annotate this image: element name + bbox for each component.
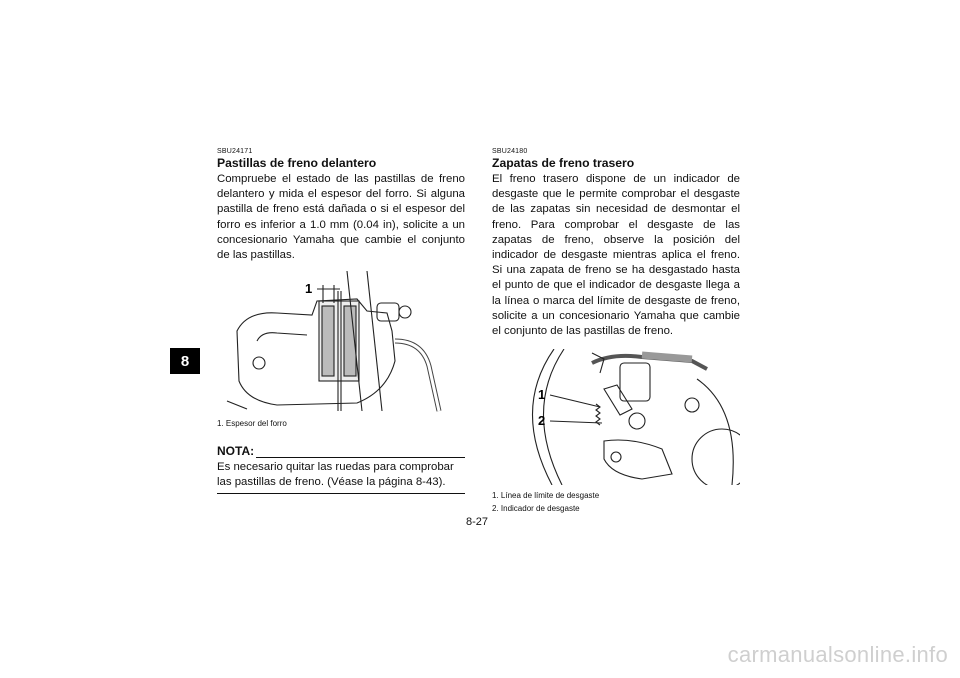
section-code: SBU24171 <box>217 148 253 155</box>
section-body: El freno trasero dispone de un indicador de desgaste que le permite comprobar el desgaste de las zapatas sin necesidad de desmontar el freno. Para comprobar el desgaste de las zapatas de freno, observe la posición del indicador de desgaste mientras aplica el freno. Si una zapata de freno se ha desgastado hasta el punto de que el indicador de desgaste llega a la línea o marca del límite de desgaste de freno, solicite a un concesionario Yamaha que cambie el conjunto de las pastillas de freno. <box>492 173 740 338</box>
note-end-rule <box>217 493 465 494</box>
section-code: SBU24180 <box>492 148 528 155</box>
figure-captions <box>492 489 740 515</box>
note-box <box>217 444 465 494</box>
watermark[interactable]: carmanualsonline.info <box>727 642 948 667</box>
section-heading: Zapatas de freno trasero <box>492 156 635 170</box>
figure-callout-2: 2 <box>538 413 546 429</box>
rear-brake-indicator-illustration <box>492 349 740 485</box>
rear-brake-figure <box>492 349 740 485</box>
figure-caption: 1. Espesor del forro <box>217 419 287 429</box>
front-brake-figure <box>217 271 465 413</box>
section-rear-brake-shoes <box>492 148 740 515</box>
front-brake-caliper-illustration <box>217 271 465 413</box>
page-number: 8-27 <box>466 516 489 528</box>
figure-caption-2: 2. Indicador de desgaste <box>492 504 580 514</box>
note-text: Es necesario quitar las ruedas para comprobar las pastillas de freno. (Véase la página 8-43). <box>217 461 454 489</box>
note-rule <box>256 447 465 458</box>
section-heading: Pastillas de freno delantero <box>217 156 377 170</box>
figure-caption-1: 1. Línea de límite de desgaste <box>492 491 600 501</box>
section-front-brake-pads <box>217 148 465 494</box>
section-body: Compruebe el estado de las pastillas de freno delantero y mida el espesor del forro. Si alguna pastilla de freno está dañada o si el espesor del forro es inferior a 1.0 mm (0.04 in), solicite a un concesionario Yamaha que cambie el conjunto de las pastillas. <box>217 173 465 262</box>
chapter-tab: 8 <box>170 348 200 374</box>
figure-callout-1: 1 <box>305 281 313 297</box>
note-label: NOTA: <box>217 444 255 459</box>
figure-callout-1: 1 <box>538 387 546 403</box>
